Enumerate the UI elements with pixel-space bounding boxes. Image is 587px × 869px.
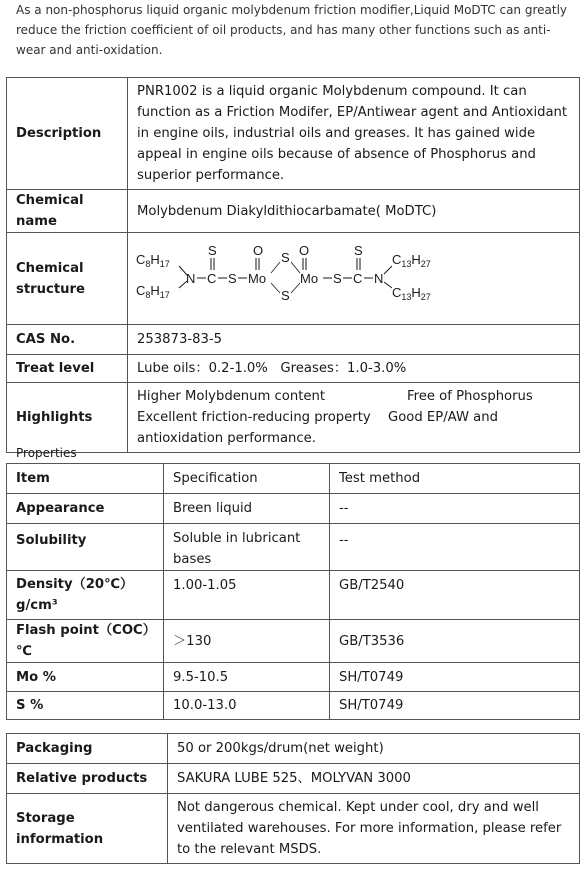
row-item: Appearance — [7, 494, 164, 524]
properties-table — [6, 463, 580, 720]
highlight-item: Free of Phosphorus — [407, 389, 533, 404]
packaging-row — [7, 734, 580, 764]
header-specification: Specification — [164, 464, 330, 494]
highlights-label: Highlights — [7, 383, 128, 453]
struct-s-thione-right: S — [354, 243, 363, 258]
description-row — [7, 78, 580, 190]
relative-products-row — [7, 764, 580, 794]
row-item: Flash point（COC）℃ — [7, 620, 164, 663]
struct-o-right: O — [299, 243, 310, 258]
row-test: GB/T3536 — [330, 620, 580, 663]
row-spec: 9.5-10.5 — [164, 663, 330, 692]
chemical-structure-row — [7, 233, 580, 325]
properties-header-row — [7, 464, 580, 494]
struct-mo-right: Mo — [300, 271, 319, 286]
row-test: -- — [330, 494, 580, 524]
struct-n-left: N — [186, 271, 196, 286]
info-table — [6, 733, 580, 864]
struct-c8-top: $C_8H_{17}$ — [136, 252, 170, 269]
struct-c8-bottom: $C_8H_{17}$ — [136, 283, 170, 300]
product-info-table — [6, 77, 580, 453]
table-row — [7, 620, 580, 663]
storage-label: Storage information — [7, 794, 168, 864]
struct-c13-bottom: $C_{13}H_{27}$ — [392, 285, 431, 302]
cas-label: CAS No. — [7, 325, 128, 355]
table-row — [7, 692, 580, 720]
storage-row — [7, 794, 580, 864]
table-row — [7, 524, 580, 571]
header-item: Item — [7, 464, 164, 494]
relative-products-value: SAKURA LUBE 525、MOLYVAN 3000 — [168, 764, 580, 794]
properties-section-label: Properties — [16, 446, 77, 460]
struct-n-right: N — [374, 271, 384, 286]
struct-s-bridge-bottom: S — [281, 288, 290, 303]
description-value: PNR1002 is a liquid organic Molybdenum compound. It can function as a Friction Modifer, EP/Antiwear agent and Antioxidant in engine oils, industrial oils and greases. It has gained wide appeal in engine oils because of absence of Phosphorus and superior performance. — [128, 78, 580, 190]
storage-value: Not dangerous chemical. Kept under cool, dry and well ventilated warehouses. For more information, please refer to the relevant MSDS. — [168, 794, 580, 864]
relative-products-label: Relative products — [7, 764, 168, 794]
description-label: Description — [7, 78, 128, 190]
row-test: -- — [330, 524, 580, 571]
packaging-value: 50 or 200kgs/drum(net weight) — [168, 734, 580, 764]
row-test: SH/T0749 — [330, 663, 580, 692]
chemical-name-row — [7, 190, 580, 233]
table-row — [7, 663, 580, 692]
treat-label: Treat level — [7, 355, 128, 383]
chemical-structure-label — [7, 233, 128, 325]
chemical-structure-label-line1: Chemical — [16, 260, 84, 276]
density-label: Density（20℃） — [16, 577, 134, 592]
highlight-item: Good EP/AW and — [388, 410, 498, 425]
packaging-label: Packaging — [7, 734, 168, 764]
table-row — [7, 494, 580, 524]
cas-value: 253873-83-5 — [128, 325, 580, 355]
row-test: GB/T2540 — [330, 571, 580, 620]
row-spec: Soluble in lubricant bases — [164, 524, 330, 571]
highlights-value — [128, 383, 580, 453]
struct-s-left: S — [228, 271, 237, 286]
chemical-name-value: Molybdenum Diakyldithiocarbamate( MoDTC) — [128, 190, 580, 233]
chemical-structure-cell — [128, 233, 580, 325]
cas-row — [7, 325, 580, 355]
highlights-row — [7, 383, 580, 453]
row-item: S % — [7, 692, 164, 720]
struct-c-left: C — [207, 271, 217, 286]
row-test: SH/T0749 — [330, 692, 580, 720]
row-item: Mo % — [7, 663, 164, 692]
chemical-name-label: Chemical name — [7, 190, 128, 233]
struct-c13-top: $C_{13}H_{27}$ — [392, 252, 431, 269]
struct-s-bridge-top: S — [281, 250, 290, 265]
chemical-structure-diagram — [134, 240, 444, 310]
row-item — [7, 571, 164, 620]
struct-c-right: C — [353, 271, 363, 286]
highlight-item: Excellent friction-reducing property — [137, 410, 371, 425]
struct-o-left: O — [253, 243, 264, 258]
struct-mo-left: Mo — [248, 271, 267, 286]
struct-s-right: S — [333, 271, 342, 286]
struct-s-thione-left: S — [208, 243, 217, 258]
intro-text: As a non-phosphorus liquid organic molybdenum friction modifier,Liquid MoDTC can greatly reduce the friction coefficient of oil products, and has many other functions such as anti-wear and anti-oxidation. — [16, 3, 568, 57]
row-spec: Breen liquid — [164, 494, 330, 524]
table-row — [7, 571, 580, 620]
highlight-item: antioxidation performance. — [137, 431, 316, 446]
header-test-method: Test method — [330, 464, 580, 494]
row-item: Solubility — [7, 524, 164, 571]
chemical-structure-label-line2: structure — [16, 281, 86, 297]
treat-value: Lube oils：0.2-1.0% Greases：1.0-3.0% — [128, 355, 580, 383]
row-spec: 1.00-1.05 — [164, 571, 330, 620]
row-spec: ＞130 — [164, 620, 330, 663]
highlight-item: Higher Molybdenum content — [137, 389, 326, 404]
row-spec: 10.0-13.0 — [164, 692, 330, 720]
density-unit: g/cm³ — [16, 598, 58, 613]
treat-row — [7, 355, 580, 383]
